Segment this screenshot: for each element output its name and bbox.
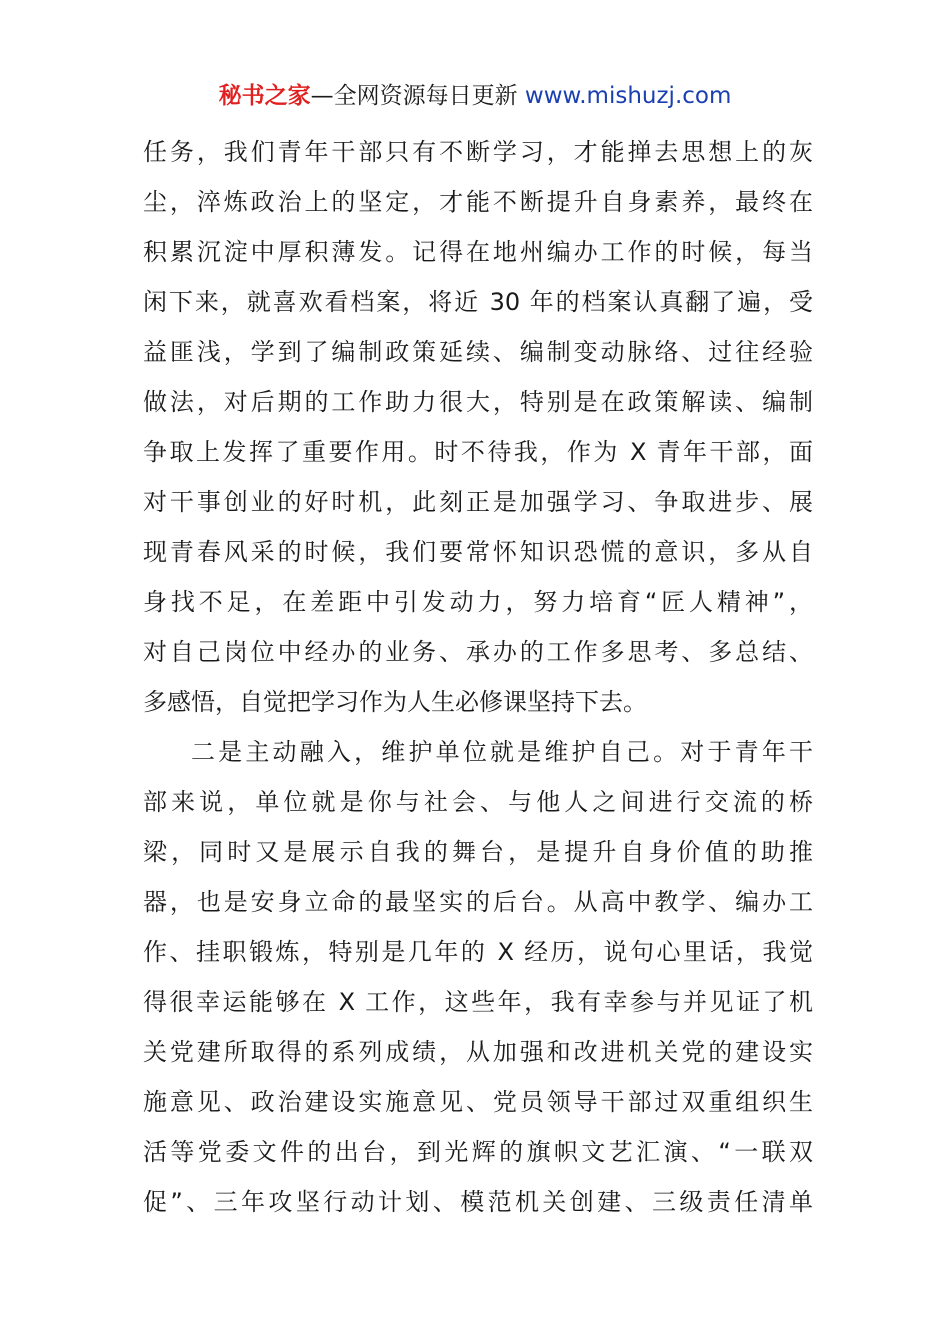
text-line: 对干事创业的好时机，此刻正是加强学习、争取进步、展 <box>143 488 813 516</box>
text-line: 促”、三年攻坚行动计划、模范机关创建、三级责任清单 <box>143 1188 813 1216</box>
paragraph-end-line: 多感悟，自觉把学习作为人生必修课坚持下去。 <box>143 688 647 716</box>
text-line: 闲下来，就喜欢看档案，将近 30 年的档案认真翻了遍，受 <box>143 288 813 316</box>
text-line: 现青春风采的时候，我们要常怀知识恐慌的意识，多从自 <box>143 538 813 566</box>
text-line: 任务，我们青年干部只有不断学习，才能掸去思想上的灰 <box>143 138 813 166</box>
document-body <box>143 127 813 1227</box>
text-line: 身找不足，在差距中引发动力，努力培育“匠人精神”， <box>143 588 813 616</box>
text-line: 作、挂职锻炼，特别是几年的 X 经历，说句心里话，我觉 <box>143 938 813 966</box>
site-header <box>0 80 950 112</box>
site-brand: 秘书之家 <box>218 83 311 109</box>
text-line: 器，也是安身立命的最坚实的后台。从高中教学、编办工 <box>143 888 813 916</box>
text-line: 活等党委文件的出台，到光辉的旗帜文艺汇演、“一联双 <box>143 1138 813 1166</box>
text-line: 对自己岗位中经办的业务、承办的工作多思考、多总结、 <box>143 638 813 666</box>
paragraph-start-line: 二是主动融入，维护单位就是维护自己。对于青年干 <box>191 738 813 766</box>
text-line: 部来说，单位就是你与社会、与他人之间进行交流的桥 <box>143 788 813 816</box>
text-line: 尘，淬炼政治上的坚定，才能不断提升自身素养，最终在 <box>143 188 813 216</box>
text-line: 益匪浅，学到了编制政策延续、编制变动脉络、过往经验 <box>143 338 813 366</box>
text-line: 积累沉淀中厚积薄发。记得在地州编办工作的时候，每当 <box>143 238 813 266</box>
site-url[interactable]: www.mishuzj.com <box>524 83 732 109</box>
text-line: 关党建所取得的系列成绩，从加强和改进机关党的建设实 <box>143 1038 813 1066</box>
text-line: 得很幸运能够在 X 工作，这些年，我有幸参与并见证了机 <box>143 988 813 1016</box>
text-line: 争取上发挥了重要作用。时不待我，作为 X 青年干部，面 <box>143 438 813 466</box>
text-line: 做法，对后期的工作助力很大，特别是在政策解读、编制 <box>143 388 813 416</box>
site-tagline: —全网资源每日更新 <box>310 83 525 109</box>
text-line: 施意见、政治建设实施意见、党员领导干部过双重组织生 <box>143 1088 813 1116</box>
text-line: 梁，同时又是展示自我的舞台，是提升自身价值的助推 <box>143 838 813 866</box>
